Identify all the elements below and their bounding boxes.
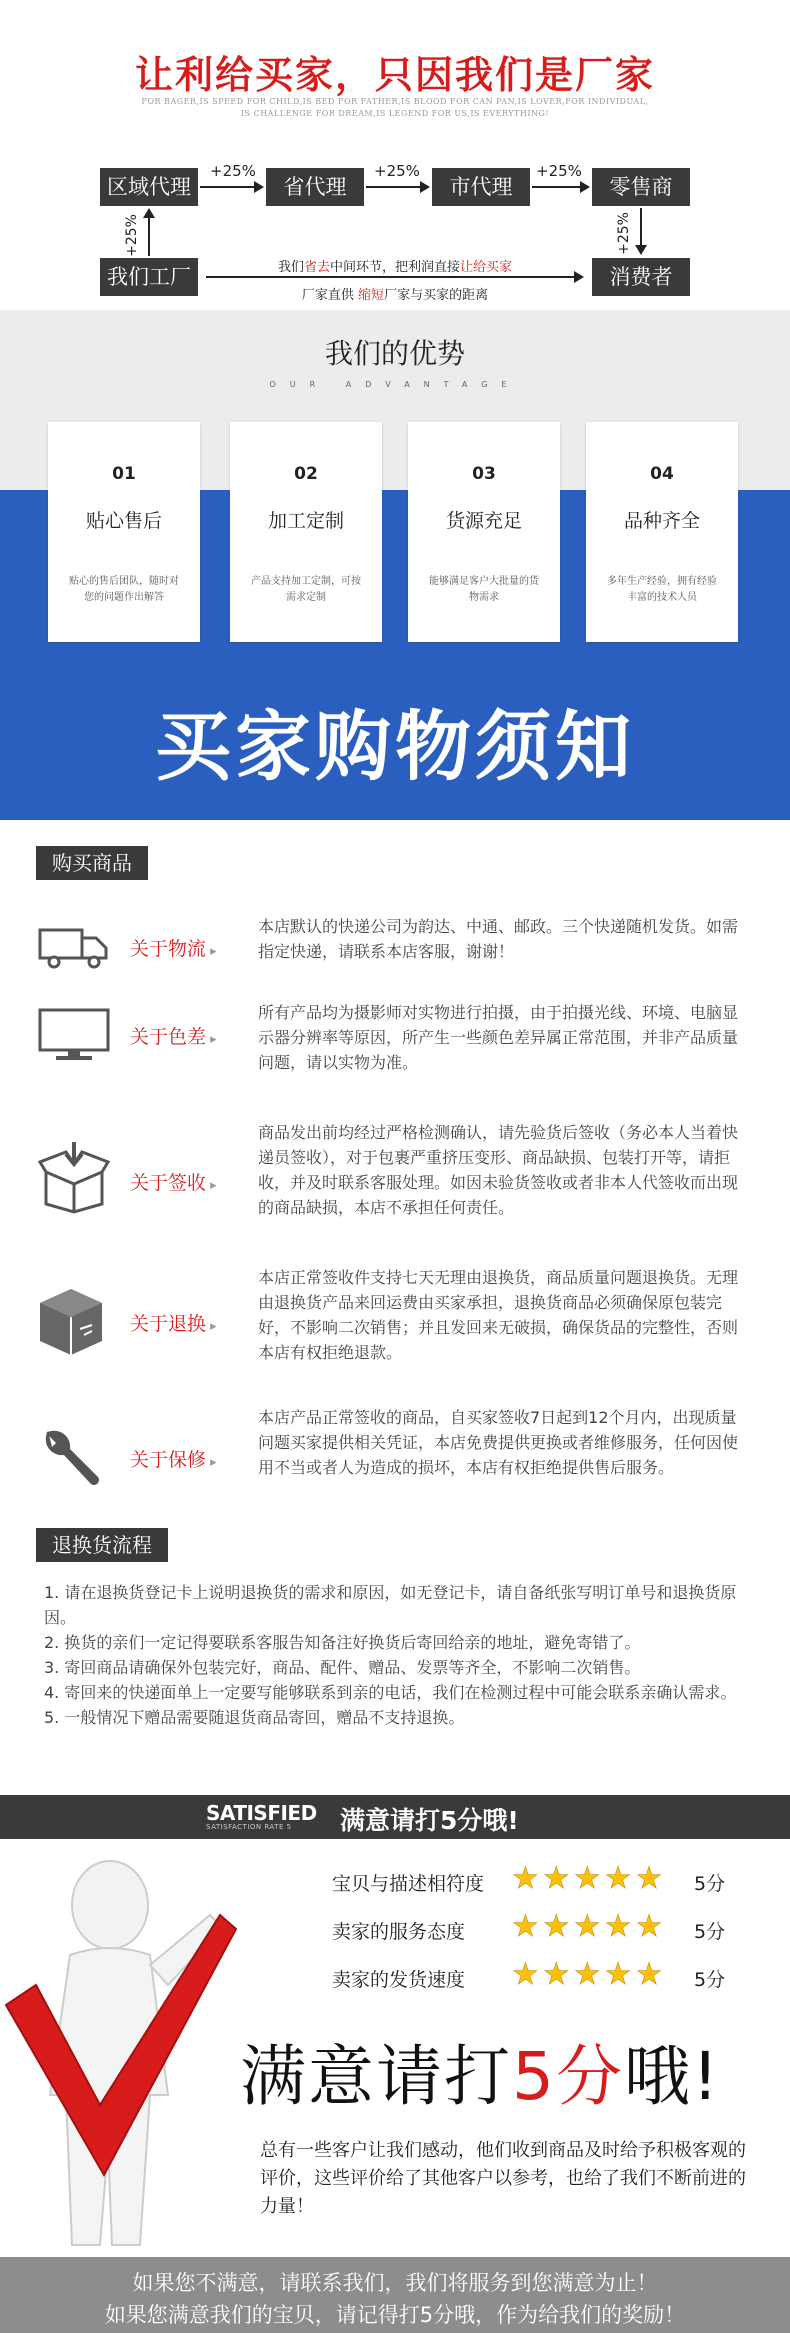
rating-score: 5分: [694, 1873, 726, 1895]
markup-right: +25%: [616, 212, 632, 255]
arrow-line-3: [532, 186, 580, 188]
rating-score: 5分: [694, 1921, 726, 1943]
notice-section: [0, 820, 790, 1795]
return-label: 关于退换 ▸: [130, 1309, 217, 1336]
banner-en: SATISFIED: [206, 1801, 317, 1825]
advantage-card-2: [230, 422, 382, 642]
card-number: 04: [650, 464, 674, 484]
notice-item-return: [0, 1265, 790, 1385]
bottom-line-1: 如果您不满意，请联系我们，我们将服务到您满意为止！: [132, 2271, 658, 2295]
process-step: 4. 寄回来的快递面单上一定要写能够联系到亲的电话，我们在检测过程中可能会联系亲确认需求。: [44, 1683, 737, 1702]
card-name: 贴心售后: [85, 510, 162, 532]
advantage-card-1: [48, 422, 200, 642]
card-desc: 多年生产经验，拥有经验丰富的技术人员: [607, 576, 717, 603]
return-box-icon: [38, 1287, 104, 1357]
provincial-agent-box: 省代理: [266, 168, 364, 206]
banner-en-sub: SATISFACTION RATE 5: [206, 1823, 292, 1831]
card-desc: 产品支持加工定制，可按需求定制: [251, 576, 361, 603]
sign-label: 关于签收 ▸: [130, 1168, 217, 1195]
arrow-right-icon: [420, 181, 430, 193]
advantages-subtitle: OUR ADVANTAGE: [269, 380, 521, 389]
consumer-box: 消费者: [592, 258, 690, 296]
arrow-up-icon: [143, 208, 155, 218]
process-step: 2. 换货的亲们一定记得要联系客服告知备注好换货后寄回给亲的地址，避免寄错了。: [44, 1633, 641, 1652]
five-star-slogan: 满意请打5分哦!: [240, 2038, 721, 2115]
star-rating[interactable]: ★★★★★: [512, 1957, 667, 1992]
sign-text: 商品发出前均经过严格检测确认，请先验货后签收（务必本人当着快递员签收），对于包裹严重挤压变形、商品缺损、包装打开等，请拒收，并及时联系客服处理。如因未验货签收或者非本人代签收而出现的商品缺损，本店不承担任何责任。: [258, 1123, 739, 1217]
regional-agent-box: 区域代理: [100, 168, 198, 206]
advantage-card-3: [408, 422, 560, 642]
card-name: 品种齐全: [623, 510, 700, 532]
direct-text-1: 我们省去中间环节，把利润直接让给买家: [277, 260, 513, 275]
purchase-tag: 购买商品: [36, 846, 148, 880]
factory-box: 我们工厂: [100, 258, 198, 296]
return-process-tag: 退换货流程: [36, 1528, 168, 1562]
rating-score: 5分: [694, 1969, 726, 1991]
rating-row-shipping: [332, 1957, 752, 1997]
subtitle-line-1: FOR BAGER,IS SPEED FOR CHILD,IS BED FOR FATHER,IS BLOOD FOR CAN PAN,IS LOVER,FOR INDIVIDUAL,: [141, 97, 649, 106]
shopping-notice-title: 买家购物须知: [155, 702, 635, 791]
thanks-text: 总有一些客户让我们感动，他们收到商品及时给予积极客观的评价，这些评价给了其他客户以参考，也给了我们不断前进的力量！: [260, 2140, 746, 2217]
arrow-line-left: [148, 218, 150, 256]
banner-cn: 满意请打5分哦!: [340, 1806, 519, 1835]
bottom-bar: [0, 2257, 790, 2333]
rating-label: 宝贝与描述相符度: [332, 1873, 485, 1895]
process-step: 3. 寄回商品请确保外包装完好，商品、配件、赠品、发票等齐全，不影响二次销售。: [44, 1658, 641, 1677]
wrench-icon: [38, 1425, 104, 1491]
warranty-text: 本店产品正常签收的商品，自买家签收7日起到12个月内，出现质量问题买家提供相关凭证，本店免费提供更换或者维修服务，任何因使用不当或者人为造成的损坏，本店有权拒绝提供售后服务。: [258, 1408, 739, 1477]
arrow-line-right: [640, 208, 642, 246]
notice-item-logistics: [0, 914, 790, 984]
factory-subtitle: [120, 96, 670, 120]
rating-row-description: [332, 1861, 752, 1901]
arrow-right-icon: [574, 271, 584, 283]
open-box-icon: [38, 1142, 110, 1214]
factory-direct-section: [0, 0, 790, 310]
process-step: 1. 请在退换货登记卡上说明退换货的需求和原因，如无登记卡，请自备纸张写明订单号和退换货原因。: [44, 1583, 737, 1627]
markup-1: +25%: [210, 162, 256, 180]
mascot-check-icon: [0, 1845, 240, 2255]
markup-3: +25%: [536, 162, 582, 180]
arrow-line-2: [366, 186, 420, 188]
logistics-text: 本店默认的快递公司为韵达、中通、邮政。三个快递随机发货。如需指定快递，请联系本店客服，谢谢！: [258, 917, 739, 961]
monitor-icon: [38, 1008, 110, 1062]
retailer-box: 零售商: [592, 168, 690, 206]
logistics-label: 关于物流 ▸: [130, 934, 217, 961]
factory-title: 让利给买家，只因我们是厂家: [134, 53, 655, 97]
card-number: 02: [294, 464, 318, 484]
color-label: 关于色差 ▸: [130, 1022, 217, 1049]
color-text: 所有产品均为摄影师对实物进行拍摄，由于拍摄光线、环境、电脑显示器分辨率等原因，所产生一些颜色差异属正常范围，并非产品质量问题，请以实物为准。: [258, 1003, 739, 1072]
card-name: 货源充足: [445, 510, 522, 532]
rating-section: [0, 1795, 790, 2333]
city-agent-box: 市代理: [432, 168, 530, 206]
advantages-section: [0, 310, 790, 820]
markup-2: +25%: [374, 162, 420, 180]
direct-line: [206, 276, 574, 278]
arrow-line-1: [200, 186, 254, 188]
notice-item-color: [0, 1000, 790, 1090]
star-rating[interactable]: ★★★★★: [512, 1861, 667, 1896]
arrow-right-icon: [254, 181, 264, 193]
direct-text-2: 厂家直供 缩短厂家与买家的距离: [301, 288, 489, 303]
warranty-label: 关于保修 ▸: [130, 1445, 217, 1472]
subtitle-line-2: IS CHALLENGE FOR DREAM,IS LEGEND FOR US,IS EVERYTHING!: [240, 109, 550, 118]
notice-item-warranty: [0, 1405, 790, 1515]
truck-icon: [38, 926, 110, 970]
rating-label: 卖家的服务态度: [332, 1921, 466, 1943]
bottom-line-2: 如果您满意我们的宝贝，请记得打5分哦，作为给我们的奖励！: [104, 2303, 686, 2327]
arrow-right-icon: [580, 181, 590, 193]
satisfied-banner: [0, 1795, 790, 1839]
card-number: 01: [112, 464, 136, 484]
star-rating[interactable]: ★★★★★: [512, 1909, 667, 1944]
rating-label: 卖家的发货速度: [332, 1969, 466, 1991]
advantage-card-4: [586, 422, 738, 642]
return-text: 本店正常签收件支持七天无理由退换货，商品质量问题退换货。无理由退换货产品来回运费由买家承担，退换货商品必须确保原包装完好，不影响二次销售；并且发回来无破损，确保货品的完整性，否则本店有权拒绝退款。: [258, 1268, 739, 1362]
card-name: 加工定制: [267, 510, 344, 532]
return-process-list: [44, 1580, 754, 1730]
arrow-down-icon: [635, 245, 647, 255]
advantages-title: 我们的优势: [324, 337, 465, 370]
card-number: 03: [472, 464, 496, 484]
card-desc: 贴心的售后团队，随时对您的问题作出解答: [69, 576, 179, 603]
notice-item-sign: [0, 1120, 790, 1250]
rating-row-service: [332, 1909, 752, 1949]
markup-left: +25%: [124, 214, 140, 257]
process-step: 5. 一般情况下赠品需要随退货商品寄回，赠品不支持退换。: [44, 1708, 465, 1727]
card-desc: 能够满足客户大批量的货物需求: [429, 576, 539, 603]
